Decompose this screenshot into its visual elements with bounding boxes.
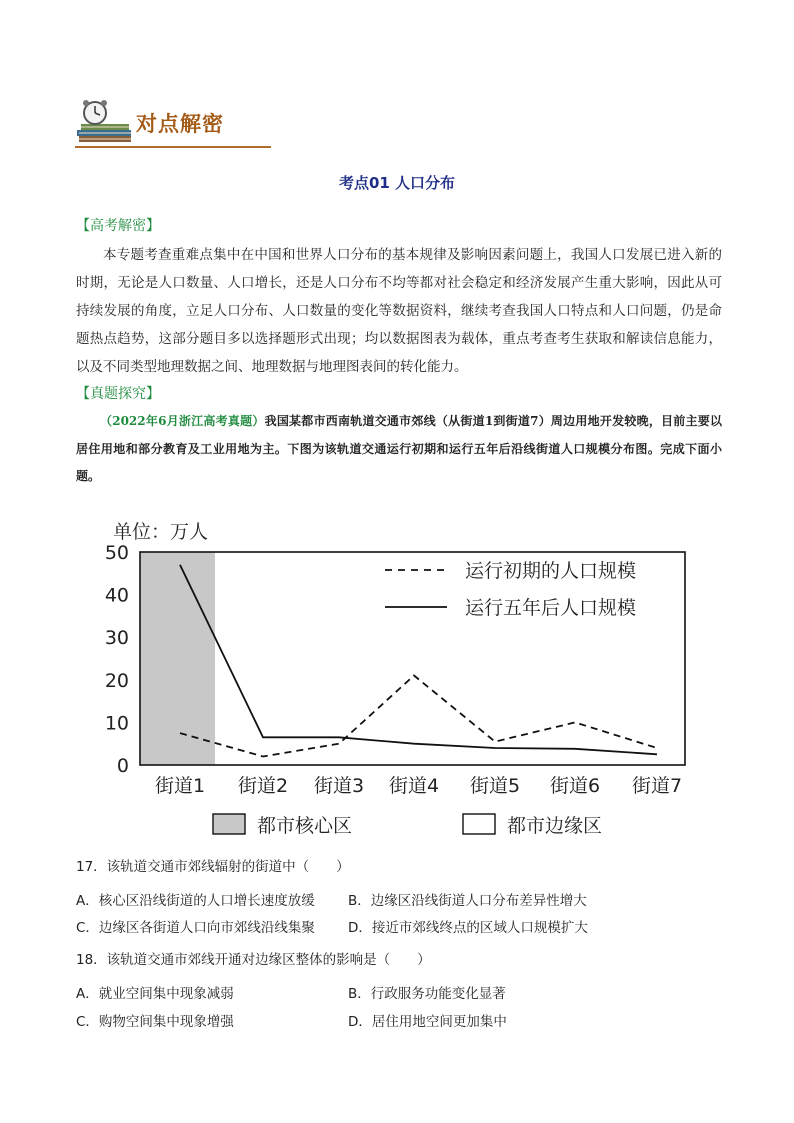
legend-label-1: 运行初期的人口规模: [465, 560, 637, 582]
x-tick-label: 街道2: [237, 775, 289, 797]
area-legend-swatch-2: [463, 814, 495, 834]
x-tick-label: 街道5: [469, 775, 521, 797]
question-18-option-d[interactable]: D．居住用地空间更加集中: [348, 1014, 507, 1030]
y-tick-label: 10: [104, 712, 129, 735]
question-source: （2022年6月浙江高考真题）: [100, 414, 265, 428]
banner-divider: [75, 146, 271, 148]
question-17-option-c[interactable]: C．边缘区各街道人口向市郊线沿线集聚: [76, 920, 315, 936]
x-tick-label: 街道4: [388, 775, 440, 797]
core-area-shading: [140, 552, 215, 765]
banner-title: 对点解密: [136, 111, 224, 136]
x-tick-label: 街道6: [549, 775, 601, 797]
alarm-clock-on-books-icon: [75, 100, 133, 144]
question-18-option-b[interactable]: B．行政服务功能变化显著: [348, 986, 506, 1002]
x-tick-label: 街道7: [631, 775, 683, 797]
question-text: 我国某都市西南轨道交通市郊线（从街道1到街道7）周边用地开发较晚，目前主要以居住用地和部分教育及工业用地为主。下图为该轨道交通运行初期和运行五年后沿线街道人口规模分布图。完成下面小题。: [76, 414, 722, 483]
section-label-gaokao: 【高考解密】: [76, 218, 160, 234]
y-tick-label: 20: [104, 669, 129, 692]
question-17-option-d[interactable]: D．接近市郊线终点的区域人口规模扩大: [348, 920, 588, 936]
question-17-option-a[interactable]: A．核心区沿线街道的人口增长速度放缓: [76, 893, 315, 909]
question-18-option-a[interactable]: A．就业空间集中现象减弱: [76, 986, 234, 1002]
y-tick-label: 50: [104, 542, 129, 564]
y-tick-label: 0: [116, 755, 129, 777]
topic-title: 考点01 人口分布: [338, 174, 456, 192]
population-chart: [95, 512, 705, 842]
plot-frame: [140, 552, 685, 765]
y-tick-label: 30: [104, 627, 129, 650]
area-legend-label-1: 都市核心区: [257, 815, 353, 837]
area-legend-label-2: 都市边缘区: [507, 815, 603, 837]
x-tick-label: 街道1: [154, 775, 206, 797]
question-intro: [76, 408, 722, 491]
question-18-option-c[interactable]: C．购物空间集中现象增强: [76, 1014, 234, 1030]
section-label-zhenti: 【真题探究】: [76, 386, 160, 402]
chart-unit-label: 单位：万人: [113, 521, 209, 543]
question-17-stem: 17．该轨道交通市郊线辐射的街道中（ ）: [76, 859, 350, 875]
question-18-stem: 18．该轨道交通市郊线开通对边缘区整体的影响是（ ）: [76, 952, 431, 968]
question-17-option-b[interactable]: B．边缘区沿线街道人口分布差异性增大: [348, 893, 587, 909]
intro-paragraph: 本专题考查重难点集中在中国和世界人口分布的基本规律及影响因素问题上，我国人口发展已进入新的时期，无论是人口数量、人口增长，还是人口分布不均等都对社会稳定和经济发展产生重大影响，因此从可持续发展的角度，立足人口分布、人口数量的变化等数据资料，继续考查我国人口特点和人口问题，仍是命题热点趋势，这部分题目多以选择题形式出现；均以数据图表为载体，重点考查考生获取和解读信息能力，以及不同类型地理数据之间、地理数据与地理图表间的转化能力。: [76, 247, 722, 375]
area-legend-swatch-1: [213, 814, 245, 834]
x-tick-label: 街道3: [313, 775, 365, 797]
y-tick-label: 40: [104, 584, 129, 607]
legend-label-2: 运行五年后人口规模: [465, 597, 637, 619]
section-banner: [75, 98, 271, 148]
